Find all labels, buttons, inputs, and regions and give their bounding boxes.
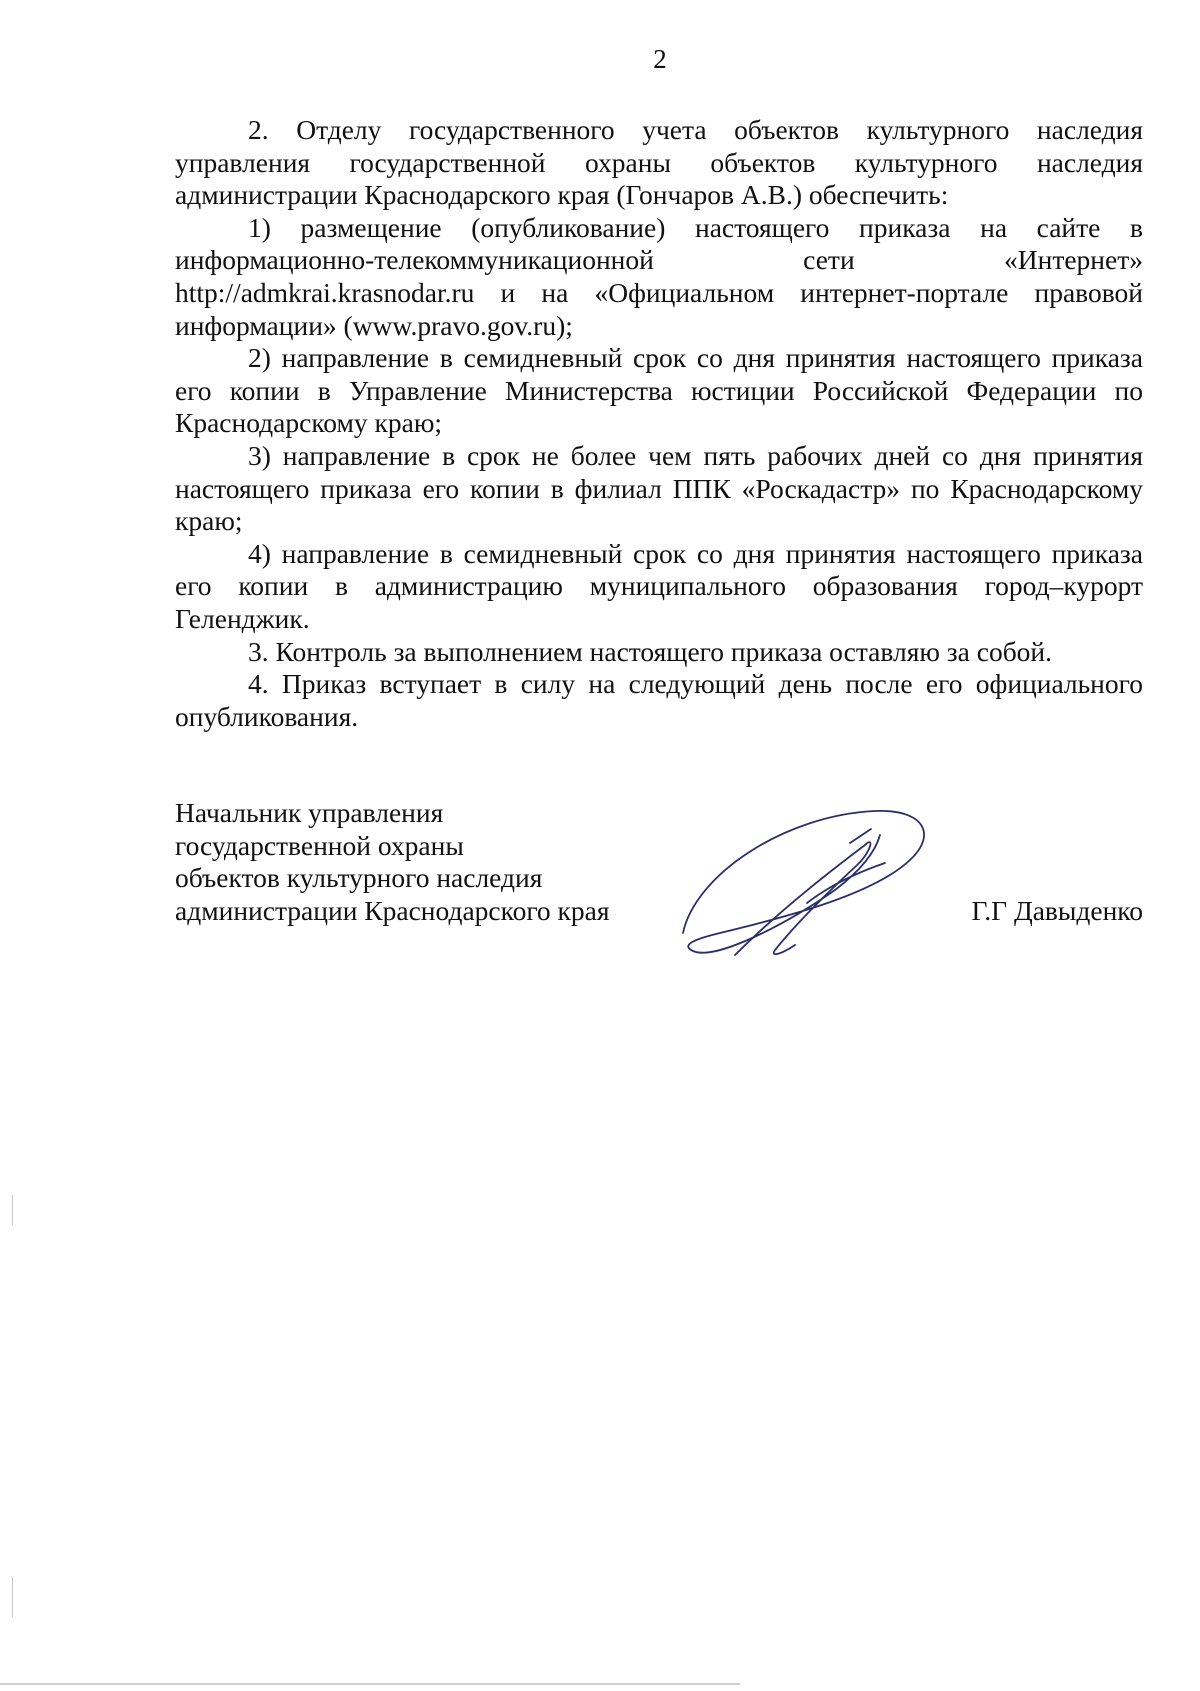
paragraph-item-3: 3. Контроль за выполнением настоящего приказа оставляю за собой. <box>248 635 1053 667</box>
paragraph-subitem-2: 2) направление в семидневный срок со дня принятия настоящего приказа его копии в Управление Министерства юстиции Российской Федерации по Краснодарскому краю; <box>175 342 1143 439</box>
scan-bottom-edge <box>0 1683 740 1685</box>
scan-margin-mark <box>12 1577 13 1617</box>
scan-margin-mark <box>12 1195 13 1225</box>
handwritten-signature <box>675 805 945 965</box>
document-body <box>175 114 1143 733</box>
position-line: администрации Краснодарского края <box>175 894 610 926</box>
paragraph-subitem-3: 3) направление в срок не более чем пять рабочих дней со дня принятия настоящего приказа его копии в филиал ППК «Роскадастр» по Краснодарскому краю; <box>175 439 1143 537</box>
position-line: объектов культурного наследия <box>175 862 543 894</box>
paragraph-subitem-4: 4) направление в семидневный срок со дня принятия настоящего приказа его копии в администрацию муниципального образования город–курорт Геленджик. <box>175 537 1143 634</box>
position-line: Начальник управления <box>175 797 444 828</box>
signatory-position <box>175 797 610 927</box>
paragraph-item-4: 4. Приказ вступает в силу на следующий день после его официального опубликования. <box>175 668 1143 732</box>
signer-name: Г.Г Давыденко <box>971 895 1143 926</box>
position-line: государственной охраны <box>175 829 464 861</box>
page-number: 2 <box>653 44 667 74</box>
paragraph-item-2: 2. Отделу государственного учета объектов культурного наследия управления государственной охраны объектов культурного наследия администрации Краснодарского края (Гончаров А.В.) обеспечить: <box>175 114 1143 211</box>
paragraph-subitem-1: 1) размещение (опубликование) настоящего приказа на сайте в информационно-телекоммуникационной сети «Интернет» http://admkrai.krasnodar.ru и на «Официальном интернет-портале правовой информации» (www.pravo.gov.ru); <box>175 211 1143 341</box>
